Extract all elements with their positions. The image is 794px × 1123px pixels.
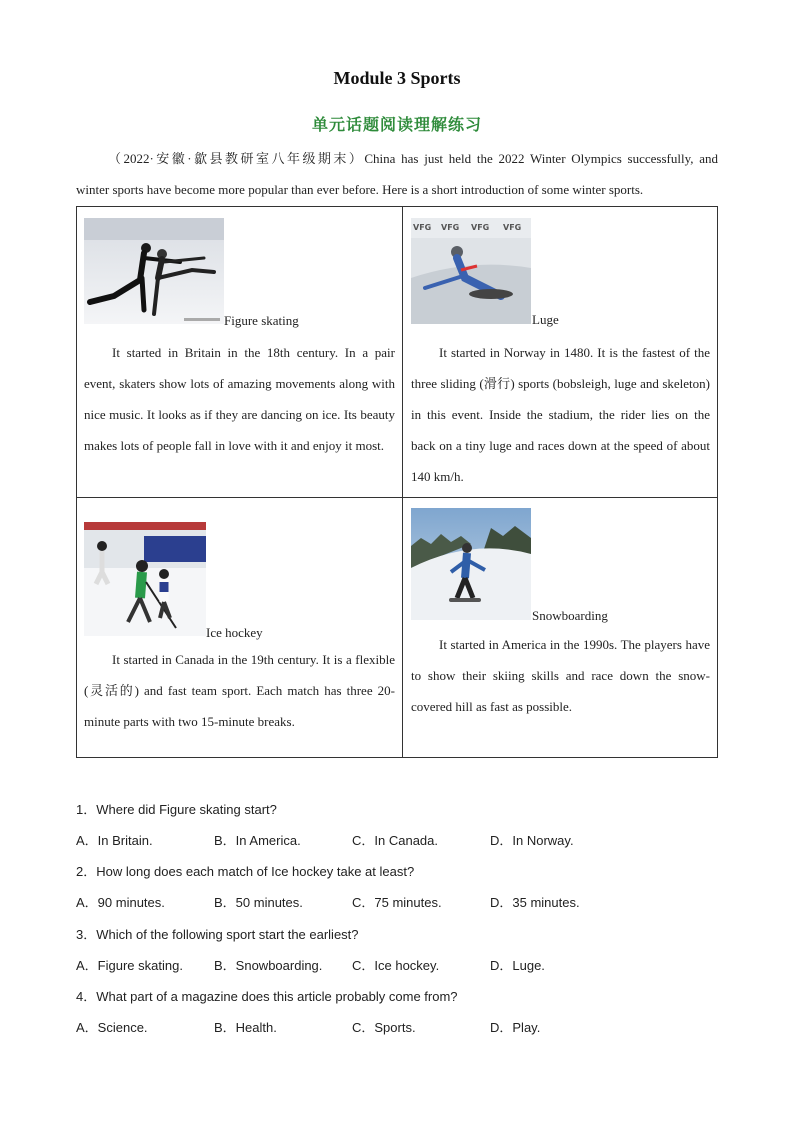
luge-banner-1: VFG (413, 223, 432, 232)
page-title: Module 3 Sports (333, 68, 461, 88)
ice-hockey-caption: Ice hockey (206, 625, 263, 640)
snowboarding-photo (411, 508, 531, 620)
luge-text: It started in Norway in 1480. It is the fastest of the three sliding (滑行) sports (bobsleigh, luge and skeleton) in this event. Inside the stadium, the rider lies on the back on a tiny luge and races down at the speed of about 140 km/h. (411, 345, 710, 484)
intro-line-2: winter sports have become more popular than ever before. Here is a short introduction of some winter sports. (76, 182, 644, 197)
q2-option-a[interactable]: A．90 minutes. (76, 895, 165, 910)
q4-option-c[interactable]: C．Sports. (352, 1020, 416, 1035)
luge-caption: Luge (532, 312, 559, 327)
figure-skating-caption: Figure skating (224, 313, 299, 328)
q3-option-b[interactable]: B．Snowboarding. (214, 958, 323, 973)
figure-skating-text: It started in Britain in the 18th century. In a pair event, skaters show lots of amazing movements along with nice music. It looks as if they are dancing on ice. Its beauty makes lots of people fall in love with it and enjoy it most. (84, 345, 395, 453)
ice-hockey-photo (84, 522, 206, 636)
page-subtitle: 单元话题阅读理解练习 (311, 115, 482, 134)
question-4: 4．What part of a magazine does this article probably come from? (76, 989, 458, 1004)
q4-option-d[interactable]: D．Play. (490, 1020, 541, 1035)
q2-option-d[interactable]: D．35 minutes. (490, 895, 580, 910)
ice-hockey-text: It started in Canada in the 19th century. It is a flexible (灵活的) and fast team sport. Each match has three 20-minute parts with two 15-minute breaks. (84, 652, 395, 729)
snowboarding-text: It started in America in the 1990s. The players have to show their skiing skills and race down the snow-covered hill as fast as possible. (411, 637, 710, 714)
snowboarding-caption: Snowboarding (532, 608, 608, 623)
q1-option-a[interactable]: A．In Britain. (76, 833, 153, 848)
table-divider-horizontal (76, 497, 718, 498)
question-2: 2．How long does each match of Ice hockey take at least? (76, 864, 415, 879)
q4-option-a[interactable]: A．Science. (76, 1020, 148, 1035)
intro-line-1: （2022·安徽·歙县教研室八年级期末）China has just held the 2022 Winter Olympics successfully, and (108, 151, 718, 166)
q3-option-d[interactable]: D．Luge. (490, 958, 545, 973)
figure-skating-photo (84, 218, 224, 324)
luge-banner-3: VFG (471, 223, 490, 232)
luge-photo (411, 218, 531, 324)
question-3: 3．Which of the following sport start the earliest? (76, 927, 359, 942)
q2-option-b[interactable]: B．50 minutes. (214, 895, 303, 910)
q1-option-c[interactable]: C．In Canada. (352, 833, 438, 848)
luge-banner-2: VFG (441, 223, 460, 232)
q3-option-c[interactable]: C．Ice hockey. (352, 958, 440, 973)
q2-option-c[interactable]: C．75 minutes. (352, 895, 442, 910)
table-divider-vertical (402, 206, 403, 758)
q1-option-d[interactable]: D．In Norway. (490, 833, 574, 848)
question-1: 1．Where did Figure skating start? (76, 802, 277, 817)
q3-option-a[interactable]: A．Figure skating. (76, 958, 183, 973)
q4-option-b[interactable]: B．Health. (214, 1020, 277, 1035)
q1-option-b[interactable]: B．In America. (214, 833, 301, 848)
luge-banner-4: VFG (503, 223, 522, 232)
